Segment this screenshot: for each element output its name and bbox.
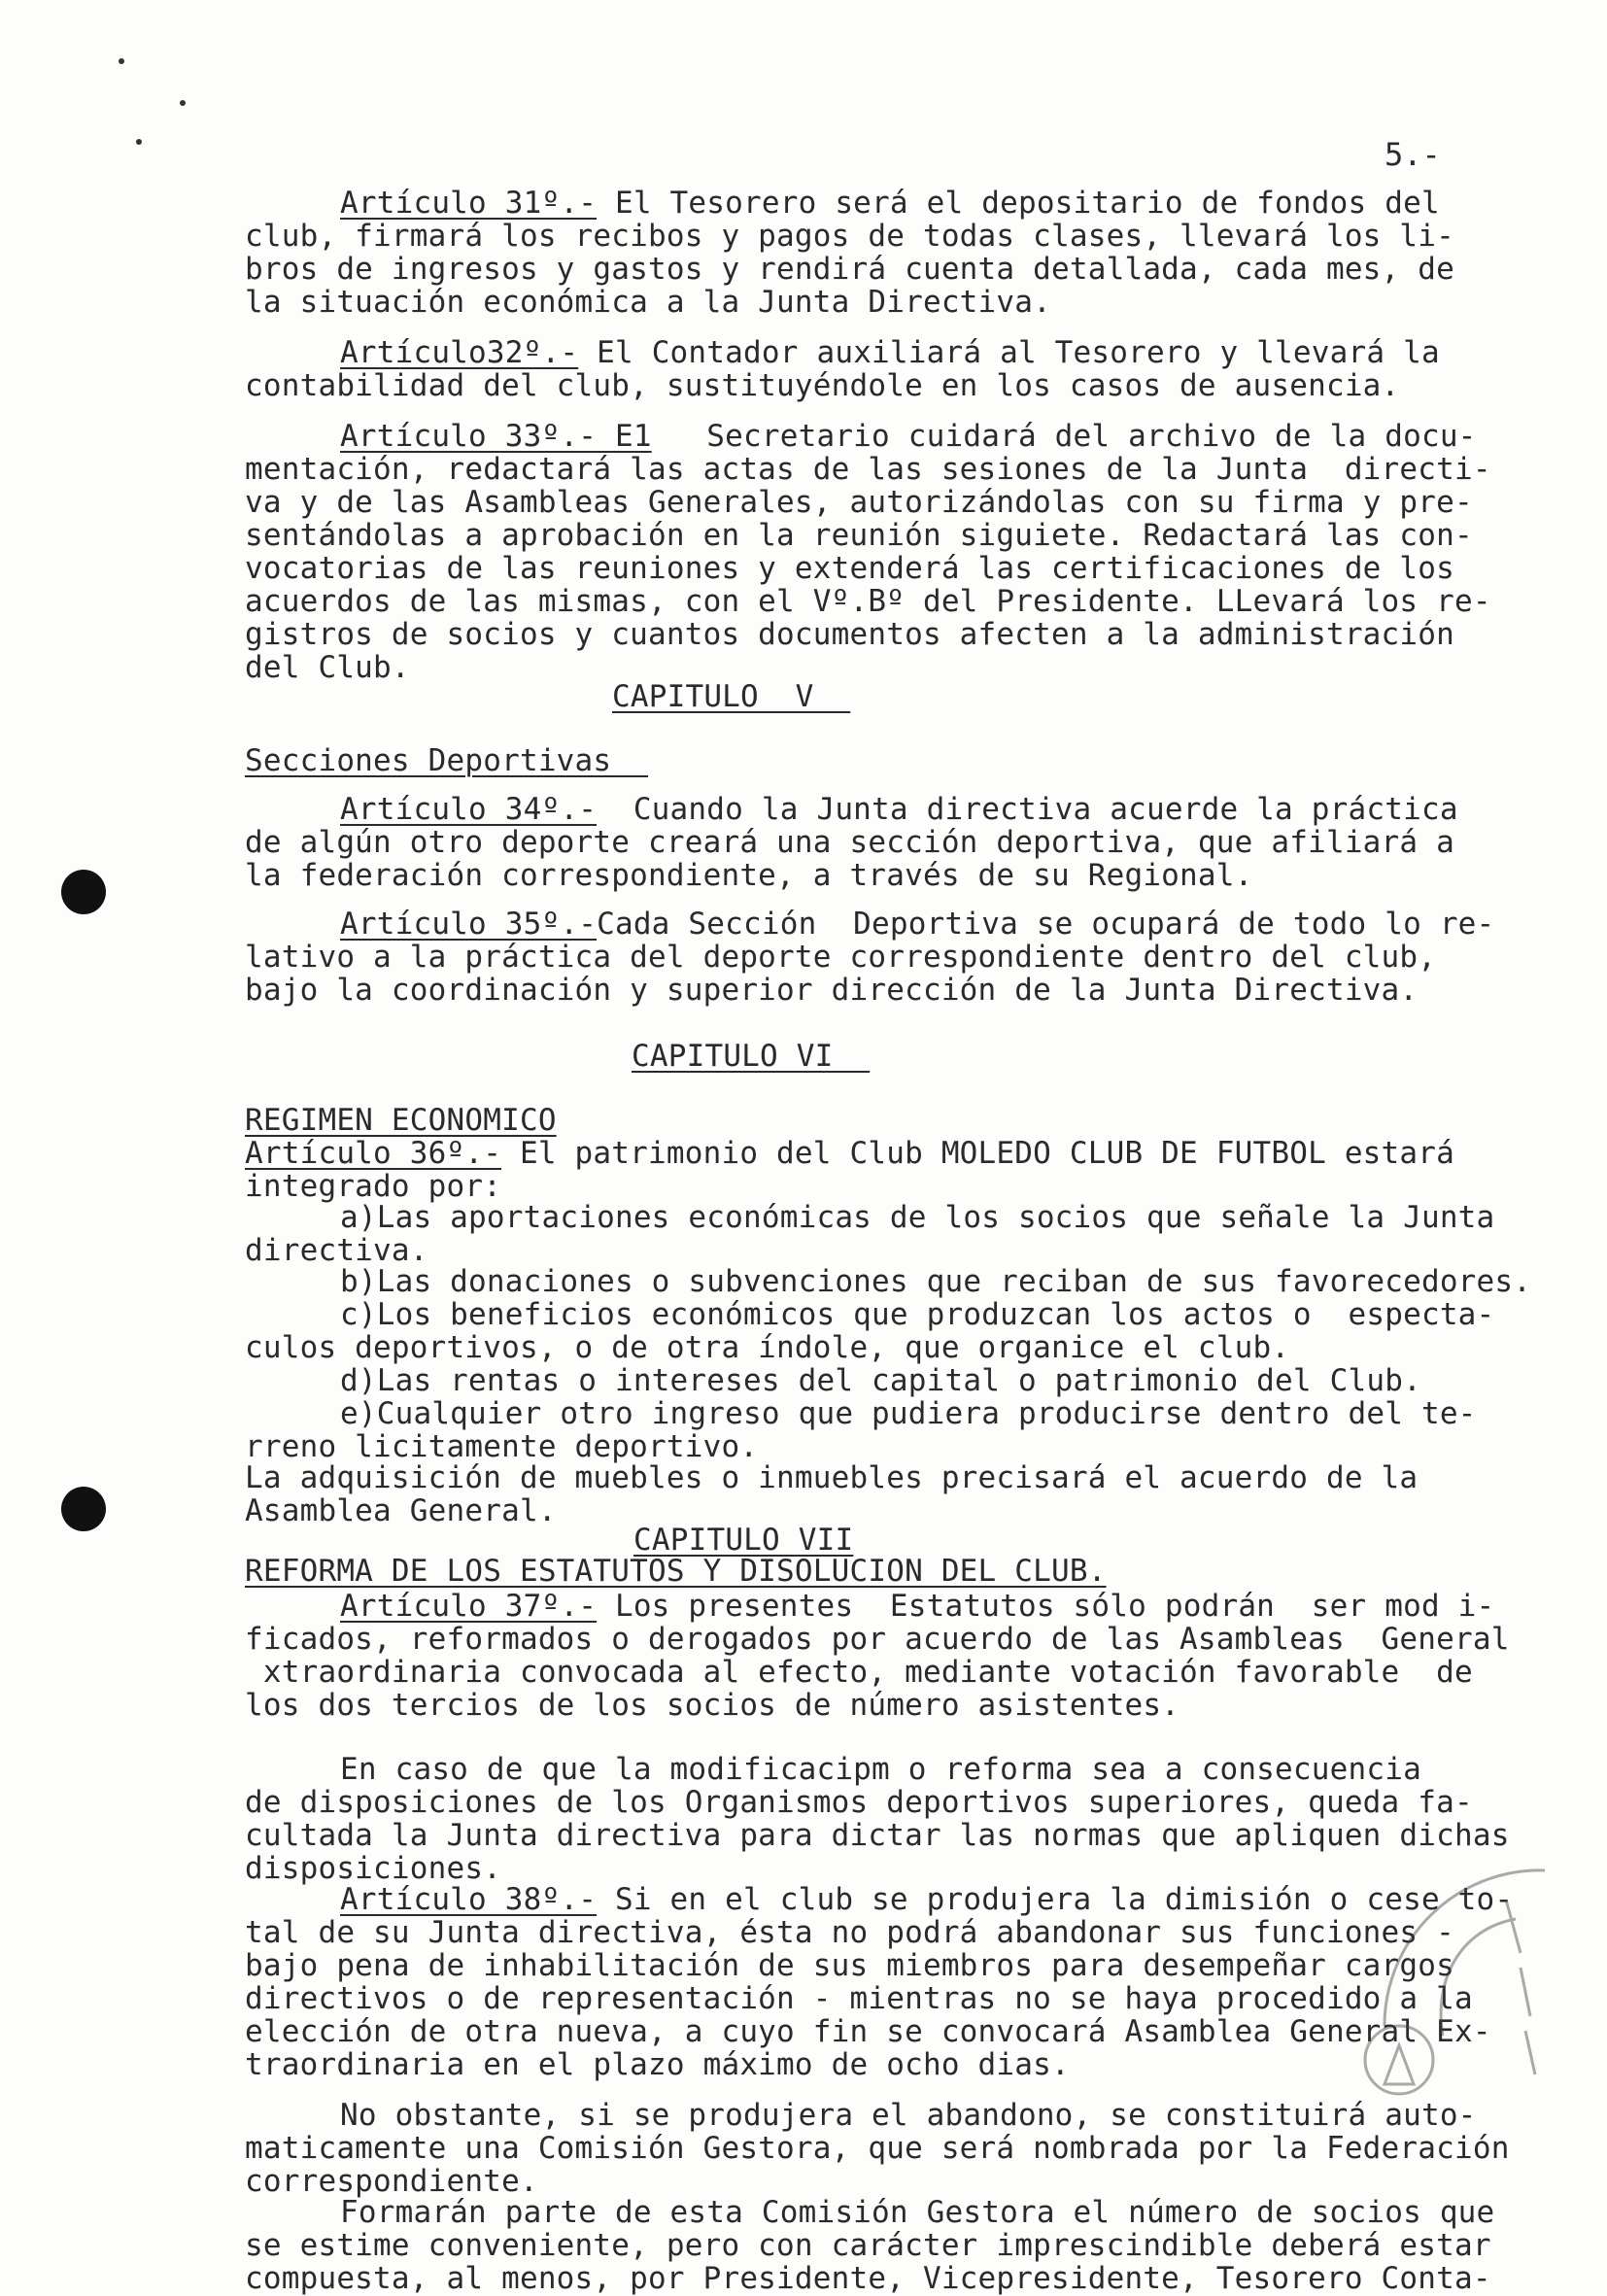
line-text: rreno licitamente deportivo. — [245, 1429, 759, 1464]
text-line-l48 — [245, 1916, 1454, 1949]
line-text: El Contador auxiliará al Tesorero y llevará la — [578, 335, 1440, 370]
text-line-l57 — [245, 2229, 1491, 2262]
text-line-l22 — [245, 974, 1418, 1007]
text-line-l03 — [245, 253, 1454, 286]
line-text: traordinaria en el plazo máximo de ocho dias. — [245, 2047, 1070, 2082]
line-text: de disposiciones de los Organismos deportivos superiores, queda fa- — [245, 1785, 1473, 1820]
text-line-l38 — [245, 1555, 1107, 1588]
underlined-heading: Artículo 31º.- — [340, 186, 598, 221]
text-line-l29 — [340, 1265, 1531, 1298]
text-line-l33 — [340, 1397, 1477, 1430]
line-text: d)Las rentas o intereses del capital o patrimonio del Club. — [340, 1363, 1421, 1398]
text-line-l45 — [245, 1819, 1510, 1852]
line-text: El patrimonio del Club MOLEDO CLUB DE FUTBOL estará — [501, 1136, 1454, 1171]
text-line-l09 — [245, 486, 1473, 519]
punch-hole-bottom — [61, 1487, 106, 1531]
text-line-l56 — [340, 2196, 1494, 2229]
line-text: los dos tercios de los socios de número asistentes. — [245, 1688, 1180, 1723]
text-line-l40 — [245, 1623, 1510, 1656]
line-text: la situación económica a la Junta Directiva. — [245, 285, 1051, 320]
line-text: En caso de que la modificacipm o reforma sea a consecuencia — [340, 1752, 1421, 1787]
text-line-l08 — [245, 453, 1491, 486]
line-text: e)Cualquier otro ingreso que pudiera producirse dentro del te- — [340, 1396, 1477, 1431]
line-text: gistros de socios y cuantos documentos afecten a la administración — [245, 617, 1454, 652]
text-line-l32 — [340, 1364, 1421, 1397]
text-line-l23 — [632, 1040, 870, 1073]
line-text: tal de su Junta directiva, ésta no podrá abandonar sus funciones - — [245, 1915, 1454, 1950]
underlined-heading: Artículo32º.- — [340, 335, 579, 370]
text-line-l02 — [245, 220, 1454, 253]
text-line-l18 — [245, 826, 1454, 859]
text-line-l20 — [340, 908, 1494, 941]
line-text: Si en el club se produjera la dimisión o cese to- — [597, 1882, 1514, 1917]
line-text: Cada Sección Deportiva se ocupará de todo lo re- — [597, 907, 1495, 942]
line-text: culos deportivos, o de otra índole, que organice el club. — [245, 1330, 1290, 1365]
text-line-l54 — [245, 2132, 1510, 2165]
line-text: Formarán parte de esta Comisión Gestora el número de socios que — [340, 2195, 1495, 2230]
line-text: directivos o de representación - mientras no se haya procedido a la — [245, 1981, 1473, 2016]
speck — [180, 100, 186, 106]
underlined-heading: Artículo 35º.- — [340, 907, 598, 942]
page-number: 5.- — [1385, 136, 1441, 173]
underlined-heading: CAPITULO VII — [633, 1523, 854, 1558]
line-text: vocatorias de las reuniones y extenderá las certificaciones de los — [245, 551, 1454, 586]
line-text: No obstante, si se produjera el abandono, se constituirá auto- — [340, 2098, 1477, 2133]
speck — [136, 139, 142, 145]
official-stamp — [1326, 1861, 1550, 2181]
text-line-l42 — [245, 1689, 1180, 1722]
text-line-l06 — [245, 369, 1399, 402]
line-text: Cuando la Junta directiva acuerde la práctica — [597, 792, 1458, 827]
line-text: disposiciones. — [245, 1851, 502, 1886]
text-line-l27 — [340, 1201, 1494, 1234]
text-line-l37 — [633, 1524, 853, 1557]
underlined-heading: Artículo 33º.- E1 — [340, 419, 652, 454]
line-text: va y de las Asambleas Generales, autorizándolas con su firma y pre- — [245, 485, 1473, 520]
text-line-l51 — [245, 2015, 1491, 2048]
text-line-l36 — [245, 1494, 557, 1527]
line-text: Los presentes Estatutos sólo podrán ser mod i- — [597, 1589, 1495, 1624]
text-line-l49 — [245, 1949, 1454, 1982]
line-text: b)Las donaciones o subvenciones que reciban de sus favorecedores. — [340, 1264, 1532, 1299]
line-text: acuerdos de las mismas, con el Vº.Bº del Presidente. LLevará los re- — [245, 584, 1491, 619]
line-text: elección de otra nueva, a cuyo fin se convocará Asamblea General Ex- — [245, 2014, 1491, 2049]
line-text: xtraordinaria convocada al efecto, mediante votación favorable de — [245, 1655, 1473, 1690]
text-line-l04 — [245, 286, 1051, 319]
underlined-heading: Artículo 37º.- — [340, 1589, 598, 1624]
line-text: c)Los beneficios económicos que produzcan los actos o especta- — [340, 1297, 1495, 1332]
line-text: mentación, redactará las actas de las sesiones de la Junta directi- — [245, 452, 1491, 487]
line-text: bajo pena de inhabilitación de sus miembros para desempeñar cargos — [245, 1948, 1454, 1983]
line-text: directiva. — [245, 1233, 428, 1268]
text-line-l46 — [245, 1852, 501, 1885]
line-text: cultada la Junta directiva para dictar las normas que apliquen dichas — [245, 1818, 1510, 1853]
text-line-l35 — [245, 1461, 1418, 1494]
underlined-heading: Secciones Deportivas — [245, 743, 648, 778]
text-line-l11 — [245, 552, 1454, 585]
line-text: El Tesorero será el depositario de fondos del — [597, 186, 1440, 221]
text-line-l44 — [245, 1786, 1473, 1819]
text-line-l26 — [245, 1170, 501, 1203]
line-text: contabilidad del club, sustituyéndole en los casos de ausencia. — [245, 368, 1400, 403]
text-line-l52 — [245, 2048, 1070, 2081]
line-text: bros de ingresos y gastos y rendirá cuenta detallada, cada mes, de — [245, 252, 1454, 287]
speck — [119, 58, 124, 64]
text-line-l39 — [340, 1590, 1494, 1623]
line-text: la federación correspondiente, a través de su Regional. — [245, 858, 1253, 893]
text-line-l41 — [245, 1656, 1473, 1689]
text-line-l31 — [245, 1331, 1289, 1364]
text-line-l16 — [245, 744, 648, 777]
line-text: bajo la coordinación y superior dirección de la Junta Directiva. — [245, 973, 1419, 1008]
text-line-l07 — [340, 420, 1477, 453]
line-text: lativo a la práctica del deporte correspondiente dentro del club, — [245, 940, 1437, 975]
text-line-l53 — [340, 2099, 1477, 2132]
text-line-l55 — [245, 2165, 538, 2198]
line-text: integrado por: — [245, 1169, 502, 1204]
line-text: se estime conveniente, pero con carácter imprescindible deberá estar — [245, 2228, 1491, 2263]
line-text: ficados, reformados o derogados por acuerdo de las Asambleas General — [245, 1622, 1510, 1657]
underlined-heading: Artículo 38º.- — [340, 1882, 598, 1917]
text-line-l50 — [245, 1982, 1473, 2015]
text-line-l15 — [612, 680, 850, 713]
text-line-l58 — [245, 2262, 1491, 2295]
line-text: correspondiente. — [245, 2164, 538, 2199]
line-text: del Club. — [245, 650, 410, 685]
text-line-l12 — [245, 585, 1491, 618]
line-text: Asamblea General. — [245, 1493, 557, 1528]
text-line-l25 — [245, 1137, 1454, 1170]
line-text: sentándolas a aprobación en la reunión siguiete. Redactará las con- — [245, 518, 1473, 553]
line-text: La adquisición de muebles o inmuebles precisará el acuerdo de la — [245, 1460, 1419, 1495]
text-line-l43 — [340, 1753, 1421, 1786]
text-line-l01 — [340, 187, 1440, 220]
text-line-l21 — [245, 941, 1436, 974]
underlined-heading: Artículo 34º.- — [340, 792, 598, 827]
text-line-l24 — [245, 1104, 557, 1137]
underlined-heading: Artículo 36º.- — [245, 1136, 502, 1171]
text-line-l05 — [340, 336, 1440, 369]
underlined-heading: CAPITULO V — [612, 679, 851, 714]
text-line-l17 — [340, 793, 1458, 826]
line-text: a)Las aportaciones económicas de los socios que señale la Junta — [340, 1200, 1495, 1235]
text-line-l10 — [245, 519, 1473, 552]
underlined-heading: REGIMEN ECONOMICO — [245, 1103, 557, 1138]
text-line-l14 — [245, 651, 410, 684]
line-text: maticamente una Comisión Gestora, que será nombrada por la Federación — [245, 2131, 1510, 2166]
text-line-l19 — [245, 859, 1253, 892]
line-text: compuesta, al menos, por Presidente, Vicepresidente, Tesorero Conta- — [245, 2261, 1491, 2296]
text-line-l34 — [245, 1430, 758, 1463]
text-line-l13 — [245, 618, 1454, 651]
text-line-l30 — [340, 1298, 1494, 1331]
underlined-heading: REFORMA DE LOS ESTATUTOS Y DISOLUCION DEL CLUB. — [245, 1554, 1107, 1589]
line-text: club, firmará los recibos y pagos de todas clases, llevará los li- — [245, 219, 1454, 254]
line-text: Secretario cuidará del archivo de la docu- — [651, 419, 1477, 454]
punch-hole-top — [61, 870, 106, 914]
underlined-heading: CAPITULO VI — [632, 1039, 871, 1074]
line-text: de algún otro deporte creará una sección deportiva, que afiliará a — [245, 825, 1454, 860]
text-line-l28 — [245, 1234, 428, 1267]
